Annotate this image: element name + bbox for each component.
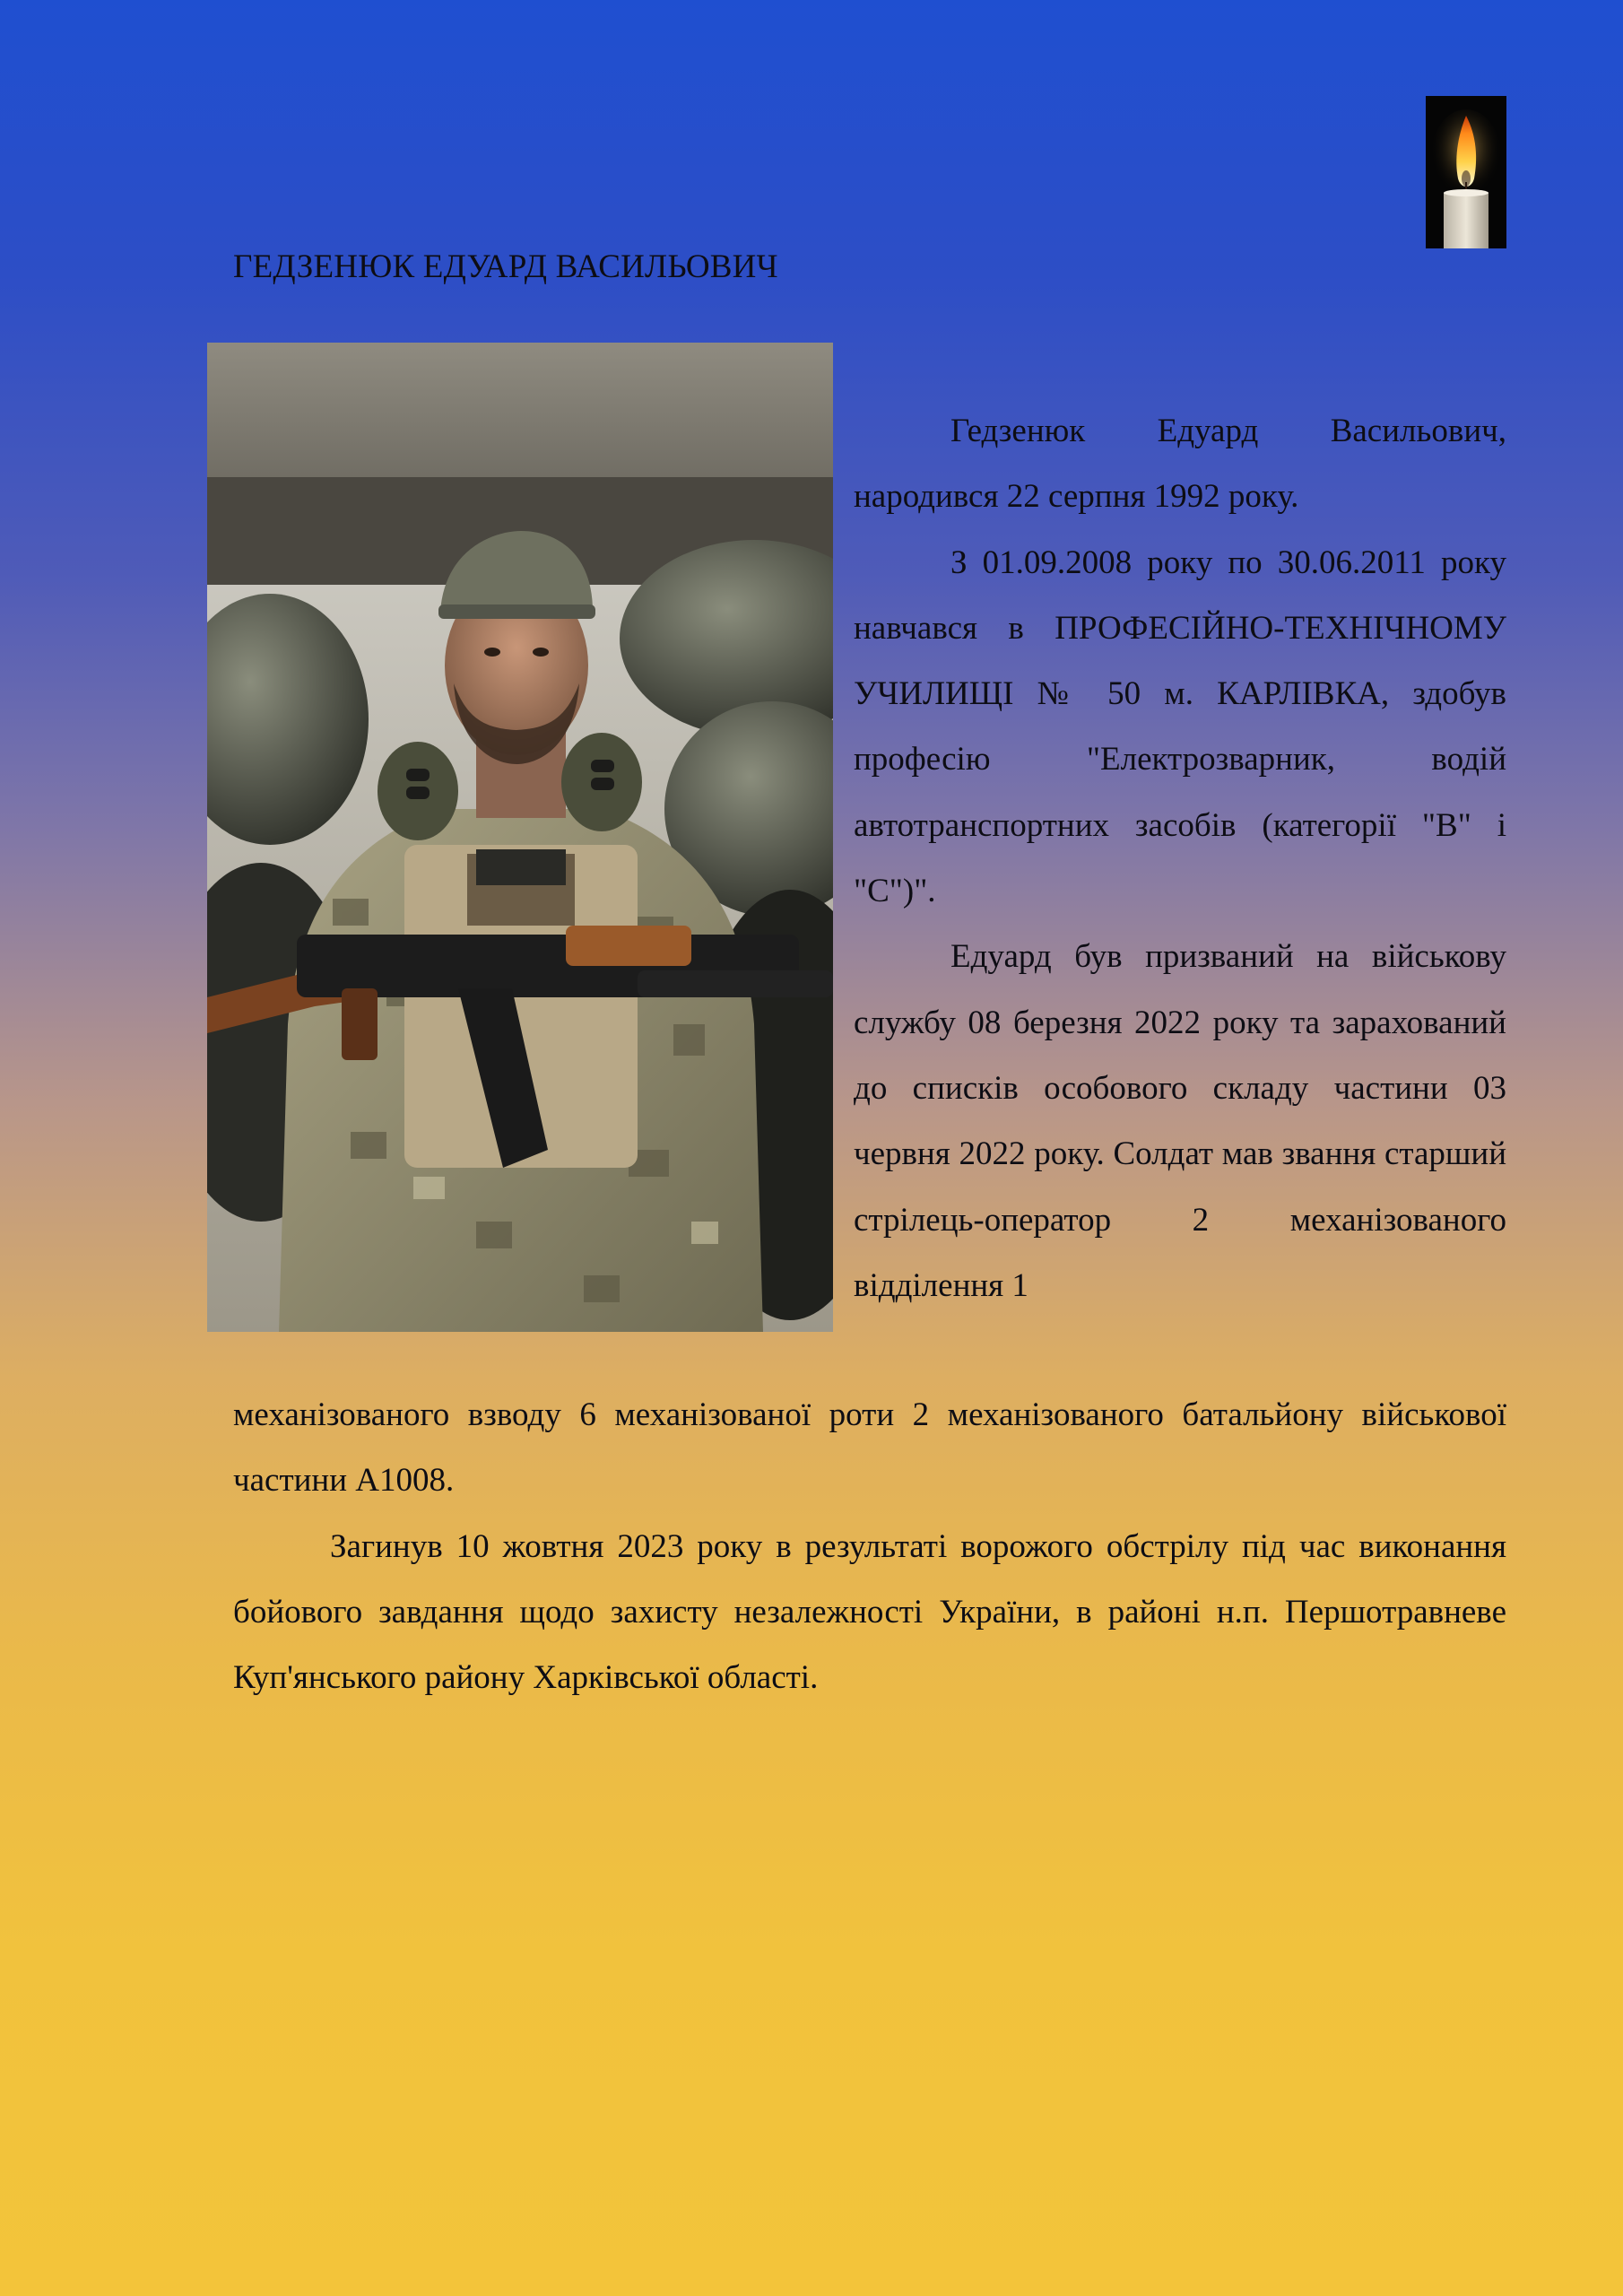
soldier-portrait-photo xyxy=(207,343,833,1332)
bio-right-column xyxy=(854,398,1506,1318)
candle-icon xyxy=(1426,96,1506,248)
bio-paragraph-education: З 01.09.2008 року по 30.06.2011 року навчався в ПРОФЕСІЙНО-ТЕХНІЧНОМУ УЧИЛИЩІ № 50 м. КАРЛІВКА, здобув професію "Електрозварник, водій автотранспортних засобів (категорії "B" і "C")". xyxy=(854,544,1506,910)
bio-full-width xyxy=(233,1382,1506,1710)
bio-paragraph-birth: Гедзенюк Едуард Васильович, народився 22 серпня 1992 року. xyxy=(854,413,1506,516)
page-title: ГЕДЗЕНЮК ЕДУАРД ВАСИЛЬОВИЧ xyxy=(233,248,778,285)
bio-paragraph-service-continued: механізованого взводу 6 механізованої роти 2 механізованого батальйону військової частини А1008. xyxy=(233,1396,1506,1500)
bio-paragraph-death: Загинув 10 жовтня 2023 року в результаті ворожого обстрілу під час виконання бойового завдання щодо захисту незалежності України, в районі н.п. Першотравневе Куп'янського району Харківської області. xyxy=(233,1527,1506,1697)
bio-paragraph-service: Едуард був призваний на військову службу 08 березня 2022 року та зарахований до списків особового складу частини 03 червня 2022 року. Солдат мав звання старший стрілець-оператор 2 механізованого відділення 1 xyxy=(854,938,1506,1304)
